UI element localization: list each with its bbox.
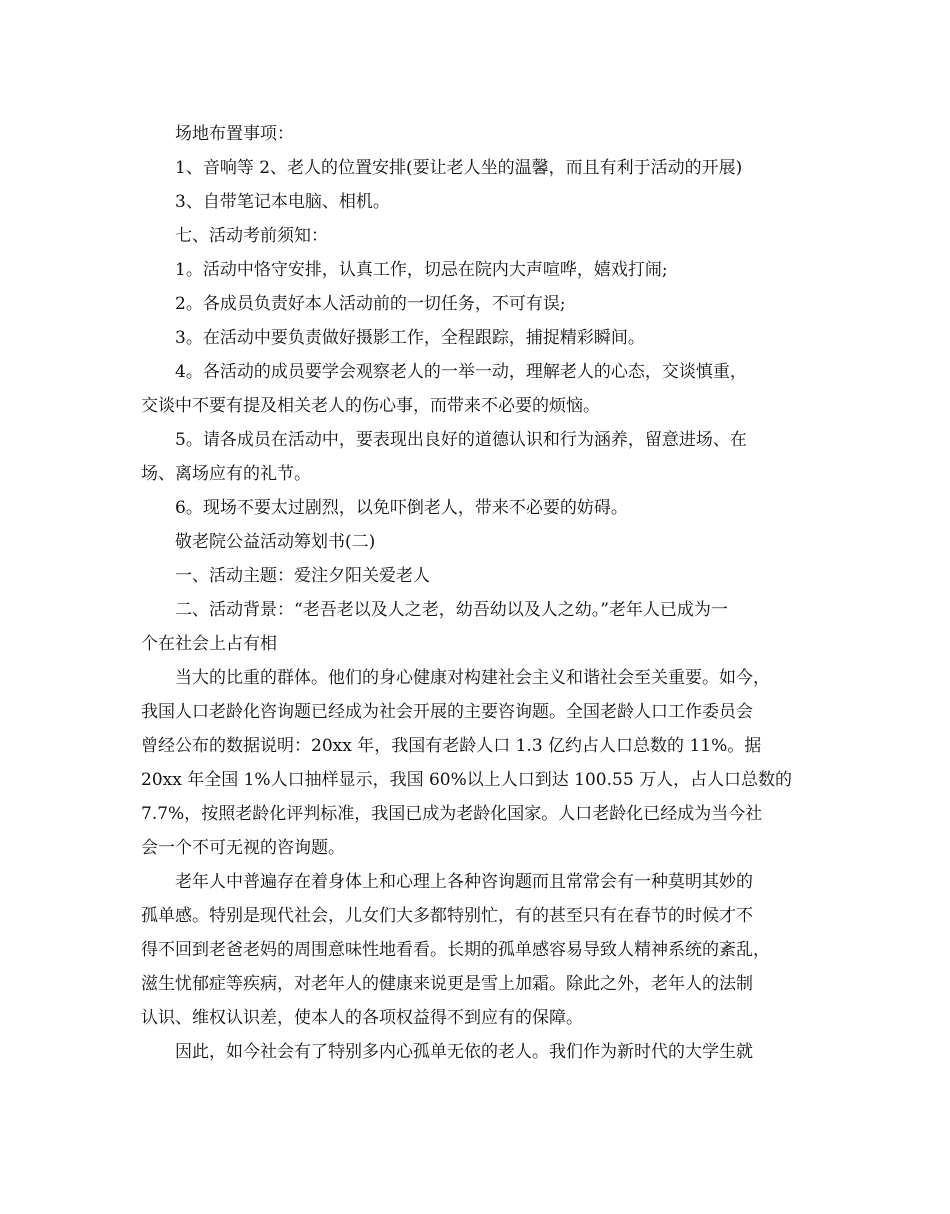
text-line: 个在社会上占有相 (141, 634, 277, 654)
text-line: 1。活动中恪守安排，认真工作，切忌在院内大声喧哗，嬉戏打闹; (175, 260, 668, 280)
text-line: 6。现场不要太过剧烈，以免吓倒老人，带来不必要的妨碍。 (175, 498, 628, 518)
text-line: 因此，如今社会有了特别多内心孤单无依的老人。我们作为新时代的大学生就 (175, 1042, 753, 1062)
text-line: 场地布置事项： (175, 124, 294, 144)
text-line: 孤单感。特别是现代社会，儿女们大多都特别忙，有的甚至只有在春节的时候才不 (141, 906, 753, 926)
text-line: 2。各成员负责好本人活动前的一切任务，不可有误; (175, 294, 566, 314)
text-line: 交谈中不要有提及相关老人的伤心事，而带来不必要的烦恼。 (141, 396, 600, 416)
text-line: 得不回到老爸老妈的周围意味性地看看。长期的孤单感容易导致人精神系统的紊乱， (141, 940, 770, 960)
text-line: 滋生忧郁症等疾病，对老年人的健康来说更是雪上加霜。除此之外，老年人的法制 (141, 974, 753, 994)
text-line: 3、自带笔记本电脑、相机。 (175, 192, 390, 212)
text-line: 1、音响等 2、老人的位置安排(要让老人坐的温馨，而且有利于活动的开展) (175, 158, 743, 178)
text-line: 5。请各成员在活动中，要表现出良好的道德认识和行为涵养，留意进场、在 (175, 430, 747, 450)
text-line: 4。各活动的成员要学会观察老人的一举一动，理解老人的心态，交谈慎重， (175, 362, 747, 382)
text-line: 当大的比重的群体。他们的身心健康对构建社会主义和谐社会至关重要。如今， (175, 668, 770, 688)
section-heading: 七、活动考前须知： (175, 226, 328, 246)
text-line: 3。在活动中要负责做好摄影工作，全程跟踪，捕捉精彩瞬间。 (175, 328, 645, 348)
document-subtitle: 敬老院公益活动筹划书(二) (175, 532, 376, 552)
text-line: 20xx 年全国 1%人口抽样显示，我国 60%以上人口到达 100.55 万人，占人口总数的 (141, 770, 793, 790)
section-heading: 一、活动主题：爱注夕阳关爱老人 (175, 566, 430, 586)
text-line: 二、活动背景：“老吾老以及人之老，幼吾幼以及人之幼。”老年人已成为一 (175, 600, 728, 620)
text-line: 认识、维权认识差，使本人的各项权益得不到应有的保障。 (141, 1008, 583, 1028)
text-line: 会一个不可无视的咨询题。 (141, 838, 345, 858)
text-line: 7.7%，按照老龄化评判标准，我国已成为老龄化国家。人口老龄化已经成为当今社 (141, 804, 763, 824)
text-line: 场、离场应有的礼节。 (141, 464, 311, 484)
text-line: 曾经公布的数据说明：20xx 年，我国有老龄人口 1.3 亿约占人口总数的 11%。据 (141, 736, 762, 756)
text-line: 我国人口老龄化咨询题已经成为社会开展的主要咨询题。全国老龄人口工作委员会 (141, 702, 753, 722)
text-line: 老年人中普遍存在着身体上和心理上各种咨询题而且常常会有一种莫明其妙的 (175, 872, 753, 892)
